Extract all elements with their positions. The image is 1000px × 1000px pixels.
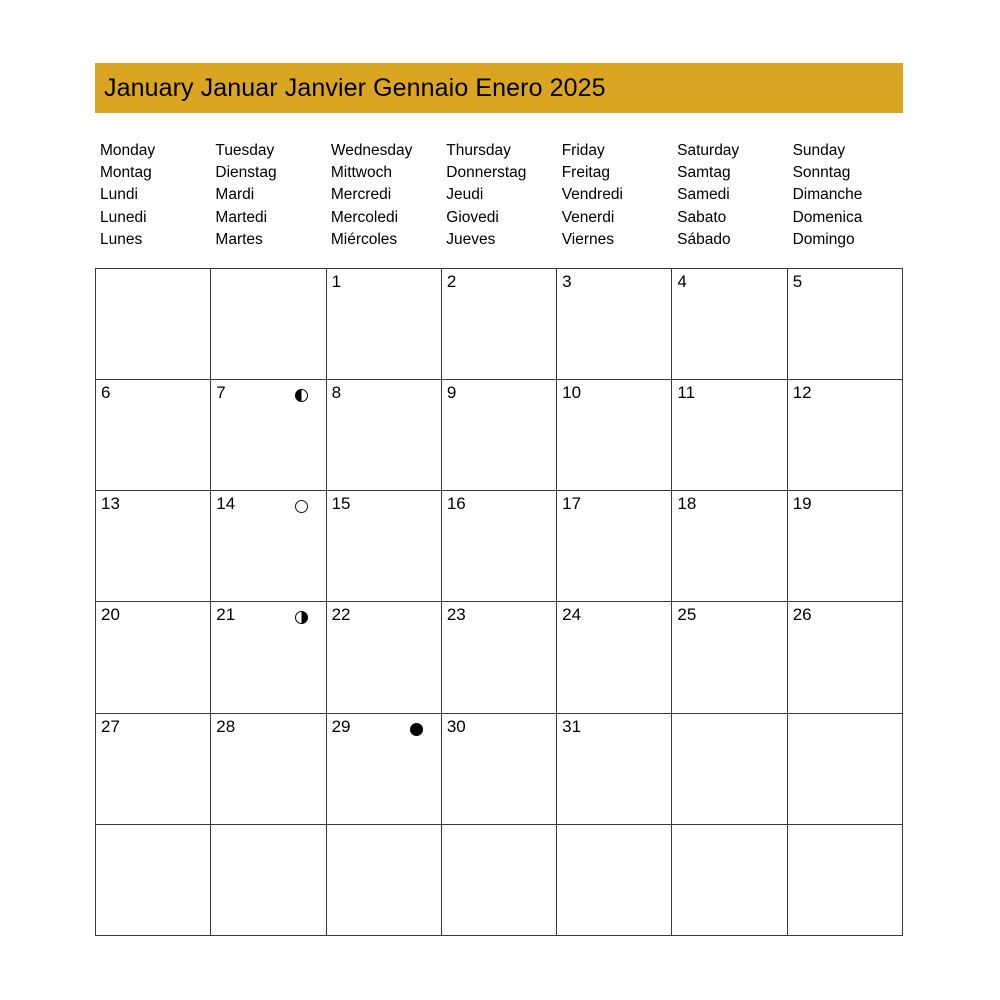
calendar-day-cell[interactable] bbox=[211, 602, 326, 713]
calendar-day-cell[interactable] bbox=[96, 491, 211, 602]
weekday-label-es: Lunes bbox=[100, 230, 143, 248]
weekday-label-de: Mittwoch bbox=[330, 164, 392, 182]
weekday-header-sunday bbox=[788, 140, 903, 258]
calendar-day-cell[interactable] bbox=[788, 714, 903, 825]
calendar-day-cell[interactable] bbox=[211, 380, 326, 491]
weekday-label-es: Martes bbox=[215, 230, 263, 248]
weekday-label-en: Sunday bbox=[792, 142, 846, 159]
calendar-day-cell[interactable] bbox=[442, 269, 557, 380]
calendar-day-cell[interactable] bbox=[96, 602, 211, 713]
calendar-day-cell[interactable] bbox=[557, 714, 672, 825]
day-number: 8 bbox=[331, 383, 342, 403]
day-number: 5 bbox=[792, 272, 803, 291]
day-number: 18 bbox=[677, 494, 697, 514]
day-number: 28 bbox=[216, 716, 236, 736]
calendar-day-cell[interactable] bbox=[211, 491, 326, 602]
calendar-day-cell[interactable] bbox=[788, 269, 903, 380]
weekday-label-it: Sabato bbox=[677, 208, 727, 226]
day-number: 21 bbox=[216, 605, 236, 625]
calendar-day-cell[interactable] bbox=[442, 380, 557, 491]
calendar-day-cell[interactable] bbox=[672, 491, 787, 602]
weekday-label-fr: Lundi bbox=[100, 186, 138, 204]
weekday-label-it: Domenica bbox=[792, 208, 863, 226]
day-number: 30 bbox=[446, 716, 466, 736]
weekday-label-de: Dienstag bbox=[215, 164, 277, 182]
page-title: January Januar Janvier Gennaio Enero 2025 bbox=[104, 73, 606, 102]
weekday-label-en: Tuesday bbox=[215, 142, 275, 159]
calendar-day-cell[interactable] bbox=[96, 714, 211, 825]
calendar-day-cell[interactable] bbox=[557, 269, 672, 380]
weekday-header-row bbox=[95, 140, 903, 258]
weekday-label-es: Domingo bbox=[792, 230, 855, 248]
day-number: 4 bbox=[677, 272, 687, 291]
weekday-header-wednesday bbox=[326, 140, 441, 258]
calendar-day-cell[interactable] bbox=[327, 714, 442, 825]
calendar-day-cell[interactable] bbox=[442, 714, 557, 825]
day-number: 11 bbox=[677, 383, 696, 403]
calendar-day-cell[interactable] bbox=[442, 825, 557, 936]
calendar-day-cell[interactable] bbox=[557, 380, 672, 491]
weekday-label-es: Miércoles bbox=[330, 230, 398, 248]
weekday-label-fr: Jeudi bbox=[446, 186, 484, 204]
full-moon-icon bbox=[410, 723, 423, 736]
weekday-label-fr: Samedi bbox=[677, 186, 730, 204]
day-number: 7 bbox=[216, 383, 226, 403]
day-number: 29 bbox=[331, 716, 351, 736]
weekday-label-fr: Mercredi bbox=[330, 186, 392, 204]
calendar-day-cell[interactable] bbox=[788, 825, 903, 936]
calendar-day-cell[interactable] bbox=[672, 380, 787, 491]
calendar-day-cell[interactable] bbox=[788, 491, 903, 602]
weekday-label-de: Samtag bbox=[677, 164, 731, 182]
weekday-label-es: Sábado bbox=[677, 230, 731, 248]
day-number: 31 bbox=[562, 716, 582, 736]
calendar-day-cell[interactable] bbox=[327, 269, 442, 380]
calendar-day-cell[interactable] bbox=[557, 602, 672, 713]
day-number: 1 bbox=[331, 272, 342, 291]
day-number: 20 bbox=[101, 605, 120, 625]
weekday-label-it: Venerdi bbox=[561, 208, 615, 226]
weekday-header-monday bbox=[95, 140, 210, 258]
weekday-header-thursday bbox=[441, 140, 556, 258]
calendar-day-cell[interactable] bbox=[788, 380, 903, 491]
weekday-label-de: Sonntag bbox=[792, 164, 851, 182]
calendar-day-cell[interactable] bbox=[327, 602, 442, 713]
weekday-label-de: Montag bbox=[100, 164, 152, 182]
day-number: 23 bbox=[446, 605, 466, 625]
new-moon-icon bbox=[295, 500, 308, 513]
weekday-label-it: Giovedi bbox=[446, 208, 499, 226]
day-number: 25 bbox=[677, 605, 697, 625]
weekday-label-it: Mercoledi bbox=[330, 208, 399, 226]
weekday-label-de: Freitag bbox=[561, 164, 610, 182]
calendar-day-cell[interactable] bbox=[211, 825, 326, 936]
calendar-title-bar bbox=[95, 63, 903, 113]
weekday-label-fr: Mardi bbox=[215, 186, 255, 204]
calendar-day-cell[interactable] bbox=[672, 825, 787, 936]
calendar-day-cell[interactable] bbox=[327, 491, 442, 602]
day-number: 15 bbox=[331, 494, 351, 514]
calendar-day-cell[interactable] bbox=[672, 269, 787, 380]
day-number: 17 bbox=[562, 494, 582, 514]
day-number: 19 bbox=[792, 494, 812, 514]
day-number: 3 bbox=[562, 272, 572, 291]
day-number: 22 bbox=[331, 605, 351, 625]
calendar-day-cell[interactable] bbox=[327, 380, 442, 491]
weekday-label-en: Friday bbox=[561, 142, 605, 159]
calendar-day-cell[interactable] bbox=[442, 602, 557, 713]
calendar-day-cell[interactable] bbox=[557, 491, 672, 602]
last-quarter-moon-icon bbox=[295, 389, 308, 402]
weekday-label-en: Thursday bbox=[446, 142, 511, 159]
weekday-label-it: Martedi bbox=[215, 208, 268, 226]
day-number: 10 bbox=[562, 383, 582, 403]
weekday-header-saturday bbox=[672, 140, 787, 258]
weekday-label-en: Monday bbox=[100, 142, 156, 159]
weekday-label-en: Saturday bbox=[677, 142, 740, 159]
weekday-label-fr: Vendredi bbox=[561, 186, 623, 204]
calendar-day-cell[interactable] bbox=[442, 491, 557, 602]
calendar-day-cell[interactable] bbox=[211, 714, 326, 825]
calendar-day-cell[interactable] bbox=[672, 714, 787, 825]
weekday-label-de: Donnerstag bbox=[446, 164, 527, 182]
first-quarter-moon-icon bbox=[295, 611, 308, 624]
day-number: 24 bbox=[562, 605, 582, 625]
weekday-label-fr: Dimanche bbox=[792, 186, 863, 204]
weekday-header-friday bbox=[557, 140, 672, 258]
day-number: 9 bbox=[446, 383, 457, 403]
day-number: 6 bbox=[101, 383, 111, 403]
weekday-label-es: Viernes bbox=[561, 230, 614, 248]
calendar-day-cell[interactable] bbox=[672, 602, 787, 713]
day-number: 26 bbox=[792, 605, 812, 625]
weekday-label-it: Lunedi bbox=[100, 208, 147, 226]
calendar-day-cell[interactable] bbox=[327, 825, 442, 936]
weekday-label-es: Jueves bbox=[446, 230, 496, 248]
day-number: 2 bbox=[446, 272, 457, 291]
calendar-day-cell[interactable] bbox=[96, 269, 211, 380]
day-number: 27 bbox=[101, 716, 120, 736]
day-number: 16 bbox=[446, 494, 466, 514]
calendar-day-cell[interactable] bbox=[96, 380, 211, 491]
weekday-header-tuesday bbox=[210, 140, 325, 258]
calendar-day-cell[interactable] bbox=[788, 602, 903, 713]
day-number: 14 bbox=[216, 494, 236, 514]
calendar-day-cell[interactable] bbox=[96, 825, 211, 936]
calendar-day-cell[interactable] bbox=[211, 269, 326, 380]
day-number: 12 bbox=[792, 383, 812, 403]
calendar-date-grid bbox=[95, 268, 903, 936]
weekday-label-en: Wednesday bbox=[330, 142, 413, 159]
calendar-day-cell[interactable] bbox=[557, 825, 672, 936]
day-number: 13 bbox=[101, 494, 120, 514]
